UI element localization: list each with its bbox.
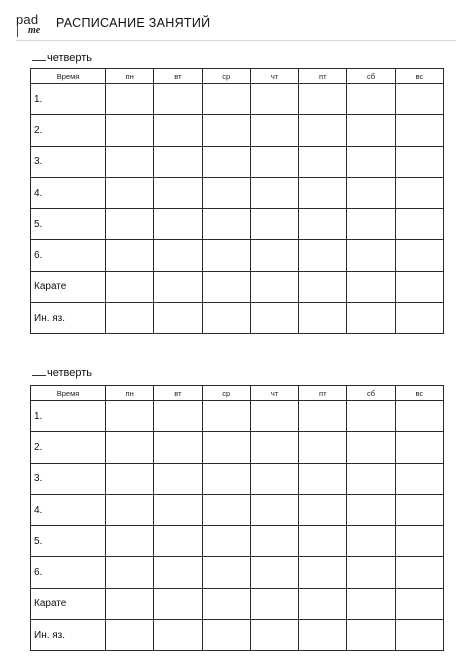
padme-logo [16, 12, 46, 38]
schedule-cell[interactable] [395, 177, 443, 208]
schedule-cell[interactable] [299, 303, 347, 334]
schedule-cell[interactable] [395, 401, 443, 432]
day-header-fri: пт [299, 386, 347, 401]
row-label: 5. [31, 209, 106, 240]
day-header-mon: пн [106, 386, 154, 401]
day-header-thu: чт [250, 69, 298, 84]
schedule-table-1 [30, 68, 444, 334]
schedule-cell[interactable] [154, 303, 202, 334]
schedule-cell[interactable] [250, 401, 298, 432]
schedule-cell[interactable] [106, 494, 154, 525]
table-row [31, 271, 444, 302]
schedule-cell[interactable] [106, 115, 154, 146]
schedule-cell[interactable] [202, 401, 250, 432]
schedule-cell[interactable] [202, 240, 250, 271]
schedule-cell[interactable] [250, 557, 298, 588]
schedule-cell[interactable] [202, 177, 250, 208]
schedule-cell[interactable] [154, 146, 202, 177]
schedule-cell[interactable] [154, 494, 202, 525]
schedule-cell[interactable] [202, 271, 250, 302]
day-header-wed: ср [202, 69, 250, 84]
schedule-cell[interactable] [202, 432, 250, 463]
row-label: 6. [31, 557, 106, 588]
schedule-cell[interactable] [299, 588, 347, 619]
quarter-blank-line [32, 367, 46, 376]
row-label: 3. [31, 146, 106, 177]
schedule-cell[interactable] [202, 303, 250, 334]
table-row [31, 84, 444, 115]
schedule-cell[interactable] [154, 463, 202, 494]
schedule-cell[interactable] [250, 463, 298, 494]
schedule-cell[interactable] [154, 84, 202, 115]
schedule-cell[interactable] [250, 432, 298, 463]
schedule-cell[interactable] [347, 526, 395, 557]
schedule-cell[interactable] [395, 620, 443, 651]
schedule-cell[interactable] [299, 620, 347, 651]
table-header-row [31, 69, 444, 84]
schedule-cell[interactable] [347, 588, 395, 619]
day-header-sat: сб [347, 69, 395, 84]
schedule-cell[interactable] [106, 526, 154, 557]
table-row [31, 177, 444, 208]
schedule-cell[interactable] [154, 271, 202, 302]
table-row [31, 557, 444, 588]
table-row [31, 463, 444, 494]
schedule-cell[interactable] [202, 588, 250, 619]
day-header-fri: пт [299, 69, 347, 84]
schedule-cell[interactable] [106, 557, 154, 588]
schedule-cell[interactable] [250, 240, 298, 271]
schedule-cell[interactable] [154, 526, 202, 557]
schedule-cell[interactable] [106, 432, 154, 463]
schedule-cell[interactable] [299, 84, 347, 115]
schedule-cell[interactable] [106, 401, 154, 432]
table-row [31, 588, 444, 619]
schedule-cell[interactable] [154, 177, 202, 208]
schedule-cell[interactable] [347, 557, 395, 588]
schedule-cell[interactable] [202, 146, 250, 177]
day-header-sat: сб [347, 386, 395, 401]
schedule-cell[interactable] [202, 209, 250, 240]
schedule-cell[interactable] [154, 115, 202, 146]
table-row [31, 494, 444, 525]
schedule-cell[interactable] [395, 526, 443, 557]
table-row [31, 146, 444, 177]
table-row [31, 209, 444, 240]
schedule-cell[interactable] [154, 557, 202, 588]
schedule-cell[interactable] [106, 303, 154, 334]
schedule-cell[interactable] [250, 177, 298, 208]
day-header-wed: ср [202, 386, 250, 401]
schedule-cell[interactable] [250, 303, 298, 334]
page-title: РАСПИСАНИЕ ЗАНЯТИЙ [56, 16, 211, 30]
day-header-mon: пн [106, 69, 154, 84]
schedule-cell[interactable] [395, 84, 443, 115]
schedule-cell[interactable] [250, 84, 298, 115]
row-label: 1. [31, 401, 106, 432]
logo-pad-text: pad [16, 12, 39, 27]
logo-me-text: me [28, 25, 41, 36]
row-label: 1. [31, 84, 106, 115]
schedule-cell[interactable] [347, 271, 395, 302]
row-label: Карате [31, 271, 106, 302]
table-row [31, 526, 444, 557]
schedule-cell[interactable] [347, 401, 395, 432]
schedule-cell[interactable] [395, 432, 443, 463]
schedule-cell[interactable] [154, 240, 202, 271]
schedule-cell[interactable] [395, 146, 443, 177]
schedule-cell[interactable] [202, 463, 250, 494]
schedule-cell[interactable] [347, 494, 395, 525]
quarter-blank-line [32, 52, 46, 61]
row-label: Ин. яз. [31, 620, 106, 651]
schedule-cell[interactable] [395, 240, 443, 271]
row-label: 2. [31, 115, 106, 146]
schedule-cell[interactable] [250, 588, 298, 619]
schedule-cell[interactable] [347, 84, 395, 115]
schedule-cell[interactable] [202, 526, 250, 557]
schedule-cell[interactable] [395, 557, 443, 588]
schedule-table-2 [30, 385, 444, 651]
row-label: 5. [31, 526, 106, 557]
row-label: Ин. яз. [31, 303, 106, 334]
schedule-cell[interactable] [299, 240, 347, 271]
schedule-cell[interactable] [106, 620, 154, 651]
row-label: 4. [31, 177, 106, 208]
logo-bar [17, 27, 18, 37]
quarter-label-text: четверть [47, 367, 93, 379]
schedule-cell[interactable] [299, 401, 347, 432]
schedule-cell[interactable] [202, 115, 250, 146]
schedule-cell[interactable] [395, 209, 443, 240]
time-header: Время [31, 69, 106, 84]
row-label: 6. [31, 240, 106, 271]
row-label: Карате [31, 588, 106, 619]
schedule-cell[interactable] [250, 115, 298, 146]
schedule-cell[interactable] [299, 271, 347, 302]
schedule-cell[interactable] [250, 209, 298, 240]
table-row [31, 620, 444, 651]
schedule-cell[interactable] [347, 115, 395, 146]
row-label: 2. [31, 432, 106, 463]
schedule-cell[interactable] [299, 432, 347, 463]
schedule-cell[interactable] [250, 620, 298, 651]
schedule-cell[interactable] [202, 620, 250, 651]
schedule-cell[interactable] [154, 209, 202, 240]
schedule-cell[interactable] [299, 209, 347, 240]
schedule-cell[interactable] [395, 303, 443, 334]
schedule-cell[interactable] [395, 115, 443, 146]
schedule-cell[interactable] [154, 620, 202, 651]
schedule-cell[interactable] [299, 557, 347, 588]
schedule-cell[interactable] [347, 177, 395, 208]
schedule-cell[interactable] [154, 588, 202, 619]
schedule-cell[interactable] [299, 177, 347, 208]
schedule-cell[interactable] [106, 209, 154, 240]
day-header-sun: вс [395, 386, 443, 401]
schedule-cell[interactable] [202, 84, 250, 115]
quarter-label-2 [32, 367, 92, 379]
schedule-cell[interactable] [395, 588, 443, 619]
schedule-cell[interactable] [347, 209, 395, 240]
day-header-tue: вт [154, 69, 202, 84]
schedule-cell[interactable] [347, 620, 395, 651]
quarter-label-text: четверть [47, 52, 93, 64]
schedule-cell[interactable] [154, 432, 202, 463]
table-row [31, 432, 444, 463]
day-header-thu: чт [250, 386, 298, 401]
table-row [31, 303, 444, 334]
schedule-cell[interactable] [106, 271, 154, 302]
row-label: 3. [31, 463, 106, 494]
schedule-cell[interactable] [347, 146, 395, 177]
schedule-cell[interactable] [202, 557, 250, 588]
row-label: 4. [31, 494, 106, 525]
schedule-cell[interactable] [106, 84, 154, 115]
schedule-cell[interactable] [250, 526, 298, 557]
table-row [31, 240, 444, 271]
table-header-row [31, 386, 444, 401]
schedule-cell[interactable] [106, 588, 154, 619]
schedule-cell[interactable] [299, 463, 347, 494]
schedule-cell[interactable] [106, 146, 154, 177]
day-header-tue: вт [154, 386, 202, 401]
schedule-cell[interactable] [347, 240, 395, 271]
quarter-label-1 [32, 52, 92, 64]
table-row [31, 115, 444, 146]
table-row [31, 401, 444, 432]
schedule-cell[interactable] [106, 177, 154, 208]
schedule-cell[interactable] [347, 303, 395, 334]
schedule-cell[interactable] [299, 526, 347, 557]
schedule-cell[interactable] [299, 494, 347, 525]
schedule-cell[interactable] [202, 494, 250, 525]
page-header [16, 12, 456, 41]
schedule-cell[interactable] [250, 271, 298, 302]
schedule-cell[interactable] [106, 240, 154, 271]
schedule-cell[interactable] [395, 271, 443, 302]
day-header-sun: вс [395, 69, 443, 84]
schedule-cell[interactable] [299, 146, 347, 177]
schedule-cell[interactable] [250, 146, 298, 177]
schedule-cell[interactable] [395, 463, 443, 494]
schedule-cell[interactable] [395, 494, 443, 525]
schedule-cell[interactable] [250, 494, 298, 525]
schedule-cell[interactable] [106, 463, 154, 494]
schedule-cell[interactable] [347, 463, 395, 494]
schedule-cell[interactable] [347, 432, 395, 463]
schedule-cell[interactable] [299, 115, 347, 146]
time-header: Время [31, 386, 106, 401]
schedule-cell[interactable] [154, 401, 202, 432]
